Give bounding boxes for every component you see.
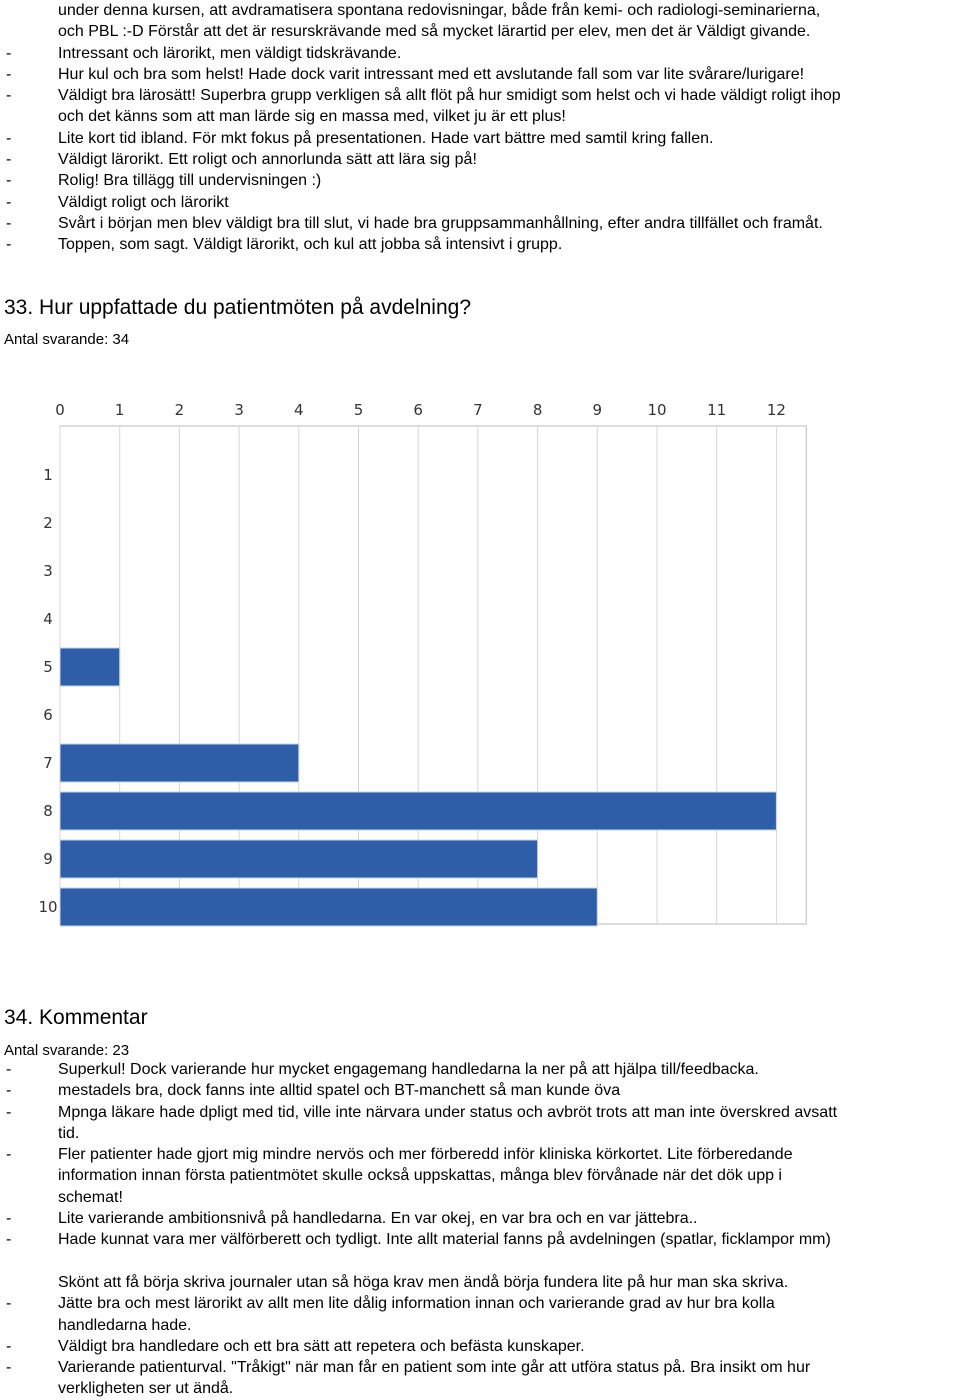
y-category-label: 2 [43,514,53,532]
question-34-title: 34. Kommentar [4,1006,148,1029]
comment-item [0,149,960,170]
bar-category-5 [60,648,120,686]
comment-line: Hur kul och bra som helst! Hade dock varit intressant med ett avslutande fall som var lite svårare/lurigare! [58,65,805,83]
x-tick-label: 5 [353,401,364,419]
comment-line: Mpnga läkare hade dpligt med tid, ville inte närvara under status och avbröt trots att man inte överskred avsatt [58,1103,838,1121]
comment-line: tid. [58,1124,80,1142]
comment-line: Fler patienter hade gjort mig mindre nervös och mer förberedd inför kliniska körkortet. Lite förberedande [58,1146,793,1164]
comment-item [0,192,960,213]
bullet-dash: - [6,129,12,147]
comment-line: Skönt att få börja skriva journaler utan så höga krav men ändå börja fundera lite på hur man ska skriva. [58,1273,789,1291]
bullet-dash: - [6,151,12,169]
bar-category-9 [60,840,538,878]
bullet-dash: - [6,1061,12,1078]
comment-item [0,1336,960,1357]
comment-item [0,1229,960,1293]
question-33-title: 33. Hur uppfattade du patientmöten på avdelning? [4,296,472,319]
bullet-dash: - [6,1210,12,1228]
bullet-dash: - [6,1337,12,1355]
comment-item [0,1080,960,1101]
comment-item [0,1357,960,1400]
continuation-line: under denna kursen, att avdramatisera spontana redovisningar, både från kemi- och radiologi-seminarierna, [58,2,821,19]
x-tick-label: 12 [766,401,786,419]
y-category-label: 1 [43,466,53,484]
comment-line: verkligheten ser ut ändå. [58,1380,234,1398]
comment-item [0,43,960,64]
x-tick-label: 7 [473,401,483,419]
comment-item [0,1144,960,1208]
comment-item [0,234,960,255]
bullet-dash: - [6,65,12,83]
comment-item [0,1208,960,1229]
comment-item [0,170,960,191]
y-category-label: 4 [43,610,53,628]
x-tick-label: 4 [294,401,304,419]
bar-category-10 [60,888,597,926]
comment-item [0,64,960,85]
comment-item [0,85,960,128]
x-tick-label: 2 [174,401,185,419]
comment-item [0,1102,960,1145]
comment-item [0,128,960,149]
bullet-dash: - [6,87,12,105]
y-category-label: 6 [43,706,53,724]
y-category-label: 3 [43,562,53,580]
continuation-line: och PBL :-D Förstår att det är resurskrävande med så mycket lärartid per elev, men det är Väldigt givande. [58,23,811,41]
bullet-dash: - [6,1146,12,1164]
bullet-dash: - [6,236,12,254]
bullet-dash: - [6,214,12,232]
bullet-dash: - [6,172,12,190]
comment-line: Varierande patienturval. "Tråkigt" när man får en patient som inte går att utföra status på. Bra insikt om hur [58,1359,811,1377]
comment-line: schemat! [58,1188,123,1206]
comment-line: Intressant och lärorikt, men väldigt tidskrävande. [58,44,402,62]
comment-line: Väldigt bra lärosätt! Superbra grupp verkligen så allt flöt på hur smidigt som helst och vi hade väldigt roligt ihop [58,87,841,105]
x-tick-label: 8 [532,401,543,419]
bullet-dash: - [6,1231,12,1249]
comment-line: Toppen, som sagt. Väldigt lärorikt, och kul att jobba så intensivt i grupp. [58,236,563,254]
q34-comment-list [0,1059,960,1400]
y-category-label: 5 [43,658,53,676]
comment-line: Superkul! Dock varierande hur mycket engagemang handledarna la ner på att hjälpa till/feedbacka. [58,1061,759,1078]
comment-item [0,1059,960,1080]
comment-item [0,1293,960,1336]
comment-line: Svårt i början men blev väldigt bra till slut, vi hade bra gruppsammanhållning, efter andra tillfället och framåt. [58,214,823,232]
y-category-label: 7 [43,754,53,772]
comment-line: mestadels bra, dock fanns inte alltid spatel och BT-manchett så man kunde öva [58,1082,621,1100]
bullet-dash: - [6,193,12,211]
comment-list [0,43,960,256]
y-category-label: 8 [43,802,53,820]
question-33-respondents: Antal svarande: 34 [4,331,130,348]
comment-line: Lite varierande ambitionsnivå på handledarna. En var okej, en var bra och en var jättebra.. [58,1210,698,1228]
comment-line: information innan första patientmötet skulle också uppskattas, många blev förvånade när det dök upp i [58,1167,782,1185]
bullet-dash: - [6,1295,12,1313]
x-tick-label: 0 [55,401,65,419]
question-34-respondents: Antal svarande: 23 [4,1042,130,1059]
bullet-dash: - [6,1103,12,1121]
comment-line: Lite kort tid ibland. För mkt fokus på presentationen. Hade vart bättre med samtil kring fallen. [58,129,714,147]
x-tick-label: 10 [647,401,667,419]
q33-bar-chart [0,396,960,936]
chart-labels [38,401,785,916]
comment-line: Rolig! Bra tillägg till undervisningen :) [58,172,322,190]
previous-comments [0,0,960,256]
comment-line: Hade kunnat vara mer välförberett och tydligt. Inte allt material fanns på avdelningen (spatlar, ficklampor mm) [58,1231,831,1249]
bar-category-8 [60,792,776,830]
x-tick-label: 3 [234,401,244,419]
x-tick-label: 6 [413,401,423,419]
comment-line: och det känns som att man lärde sig en massa med, vilket ju är ett plus! [58,108,566,126]
x-tick-label: 11 [707,401,727,419]
bullet-dash: - [6,44,12,62]
comment-item [0,213,960,234]
comment-line: Väldigt roligt och lärorikt [58,193,229,211]
y-category-label: 9 [43,850,53,868]
comment-line: handledarna hade. [58,1316,192,1334]
x-tick-label: 9 [592,401,603,419]
comment-line [58,1251,960,1272]
comment-line: Väldigt bra handledare och ett bra sätt att repetera och befästa kunskaper. [58,1337,585,1355]
bar-category-7 [60,744,299,782]
y-category-label: 10 [38,898,58,916]
x-tick-label: 1 [114,401,125,419]
comment-line: Jätte bra och mest lärorikt av allt men lite dålig information innan och varierande grad av hur bra kolla [58,1295,775,1313]
bullet-dash: - [6,1082,12,1100]
comment-line: Väldigt lärorikt. Ett roligt och annorlunda sätt att lära sig på! [58,151,477,169]
bullet-dash: - [6,1359,12,1377]
